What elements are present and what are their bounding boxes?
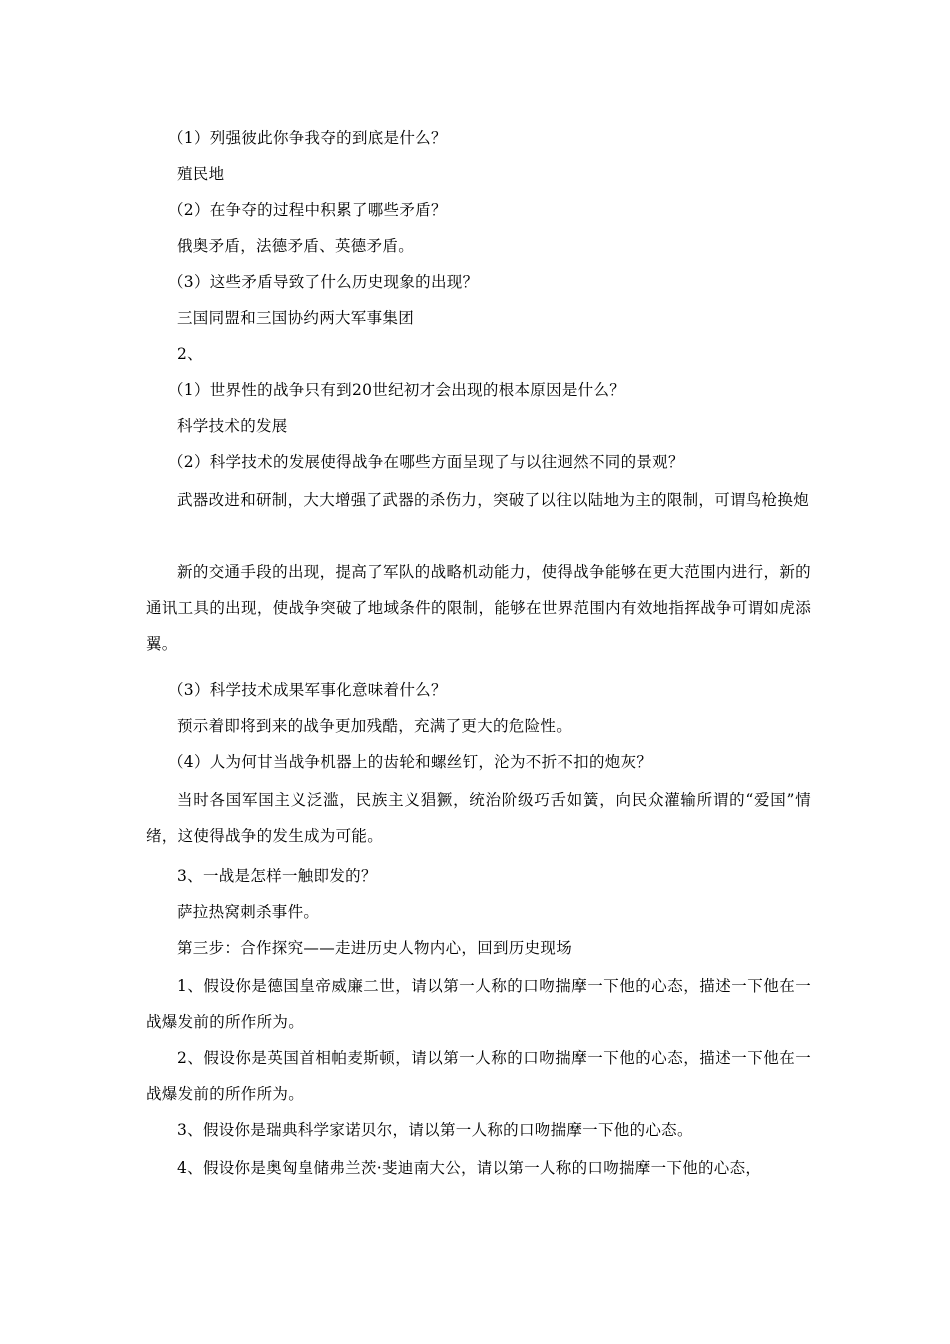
task-2: 2、假设你是英国首相帕麦斯顿，请以第一人称的口吻揣摩一下他的心态，描述一下他在一战爆发前的所作所为。 — [146, 1049, 811, 1103]
question-2-1: （1）世界性的战争只有到20世纪初才会出现的根本原因是什么？ — [168, 381, 626, 399]
task-4: 4、假设你是奥匈皇储弗兰茨·斐迪南大公，请以第一人称的口吻揣摩一下他的心态， — [177, 1159, 762, 1177]
answer-2-2-transport: 新的交通手段的出现，提高了军队的战略机动能力，使得战争能够在更大范围内进行，新的通讯工具的出现，使战争突破了地域条件的限制，能够在世界范围内有效地指挥战争可谓如虎添翼。 — [146, 563, 811, 653]
answer-3: 萨拉热窝刺杀事件。 — [177, 903, 320, 921]
answer-2-4: 当时各国军国主义泛滥，民族主义猖獗，统治阶级巧舌如簧，向民众灌输所谓的“爱国”情绪，这使得战争的发生成为可能。 — [146, 791, 811, 845]
answer-1-2: 俄奥矛盾，法德矛盾、英德矛盾。 — [177, 237, 415, 255]
question-3: 3、一战是怎样一触即发的？ — [177, 867, 377, 885]
section-number-2: 2、 — [177, 345, 203, 363]
question-1-1: （1）列强彼此你争我夺的到底是什么？ — [168, 129, 447, 147]
question-1-2: （2）在争夺的过程中积累了哪些矛盾？ — [168, 201, 447, 219]
answer-2-2-weapons: 武器改进和研制，大大增强了武器的杀伤力，突破了以往以陆地为主的限制，可谓鸟枪换炮 — [177, 491, 810, 509]
answer-1-1: 殖民地 — [177, 165, 225, 183]
step-3-heading: 第三步：合作探究——走进历史人物内心，回到历史现场 — [177, 939, 573, 957]
question-1-3: （3）这些矛盾导致了什么历史现象的出现？ — [168, 273, 479, 291]
question-2-4: （4）人为何甘当战争机器上的齿轮和螺丝钉，沦为不折不扣的炮灰？ — [168, 753, 653, 771]
answer-2-3: 预示着即将到来的战争更加残酷，充满了更大的危险性。 — [177, 717, 573, 735]
answer-2-1: 科学技术的发展 — [177, 417, 288, 435]
task-1: 1、假设你是德国皇帝威廉二世，请以第一人称的口吻揣摩一下他的心态，描述一下他在一战爆发前的所作所为。 — [146, 977, 811, 1031]
question-2-3: （3）科学技术成果军事化意味着什么？ — [168, 681, 447, 699]
question-2-2: （2）科学技术的发展使得战争在哪些方面呈现了与以往迥然不同的景观？ — [168, 453, 684, 471]
task-3: 3、假设你是瑞典科学家诺贝尔，请以第一人称的口吻揣摩一下他的心态。 — [177, 1121, 693, 1139]
answer-1-3: 三国同盟和三国协约两大军事集团 — [177, 309, 415, 327]
